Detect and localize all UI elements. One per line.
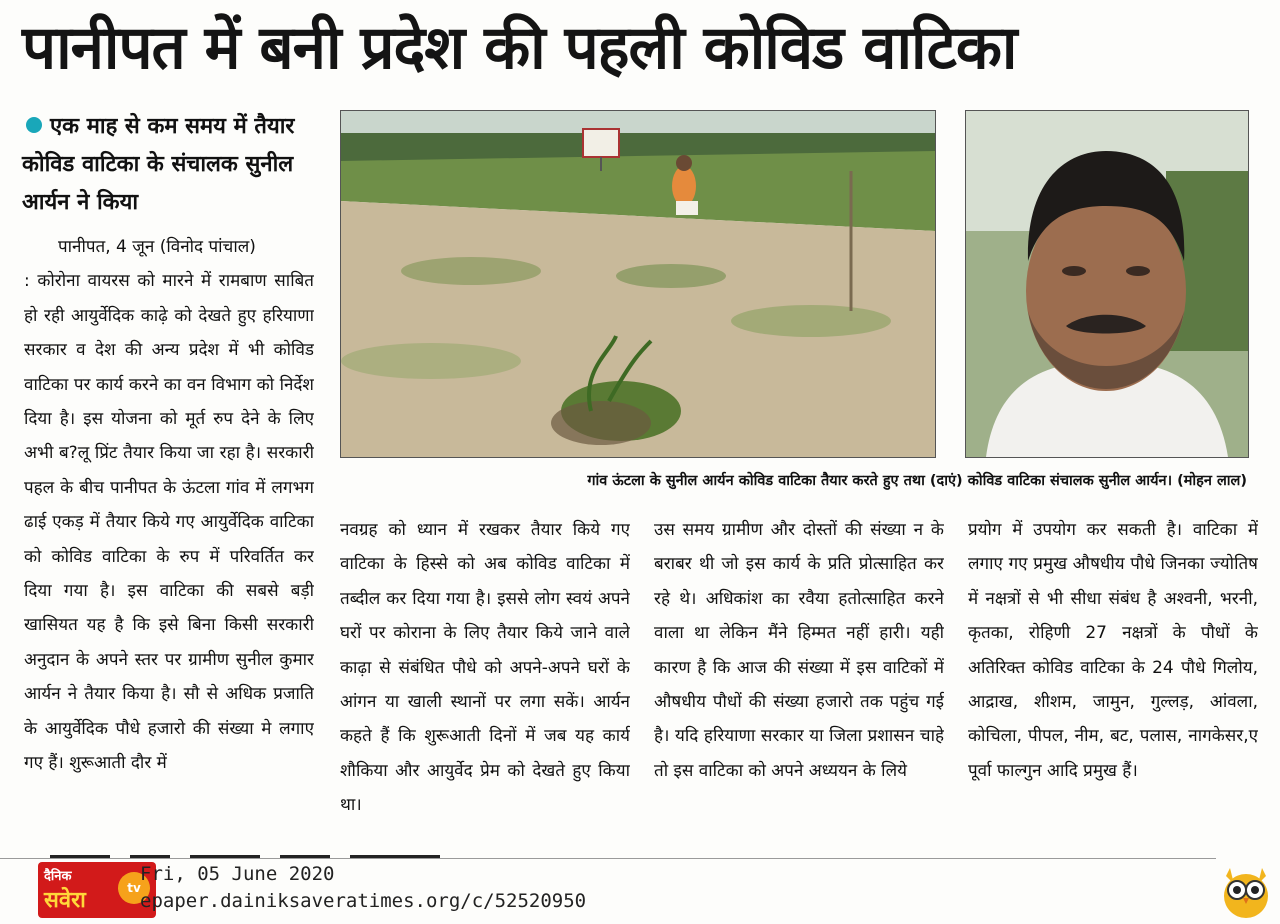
subheadline <box>22 108 322 222</box>
logo-line-2: सवेरा <box>44 888 86 913</box>
article-column-1 <box>24 230 314 830</box>
edition-date: Fri, 05 June 2020 <box>140 863 335 885</box>
owl-icon <box>1220 860 1272 920</box>
headline: पानीपत में बनी प्रदेश की पहली कोविड वाटिका <box>22 13 1017 83</box>
portrait-photo <box>965 110 1249 458</box>
newspaper-logo <box>38 862 156 918</box>
portrait-photo-image <box>966 111 1248 457</box>
subheadline-text: एक माह से कम समय में तैयार कोविड वाटिका के संचालक सुनील आर्यन ने किया <box>22 114 295 215</box>
cut-off-text-shape <box>40 849 460 858</box>
article-column-4: प्रयोग में उपयोग कर सकती है। वाटिका में लगाए गए प्रमुख औषधीय पौधे जिनका ज्योतिष में नक्षत्रों से भी सीधा संबंध है अश्वनी, भरनी, कृतका, रोहिणी 27 नक्षत्रों के पौधों के अतिरिक्त कोविड वाटिका के 24 पौधे गिलोय, आद्राख, शीशम, जामुन, गुल्लड़, आंवला, कोचिला, पीपल, नीम, बट, पलास, नागकेसर,ए पूर्वा फाल्गुन आदि प्रमुख हैं। <box>968 520 1258 781</box>
logo-tv-badge: tv <box>118 872 150 904</box>
article-column-3: उस समय ग्रामीण और दोस्तों की संख्या न के बराबर थी जो इस कार्य के प्रति प्रोत्साहित कर रहे थे। अधिकांश का रवैया हतोत्साहित करने वाला था लेकिन मैंने हिम्मत नहीं हारी। यही कारण है कि आज की संख्या में इस वाटिकों में औषधीय पौधों की संख्या हजारो तक पहुंच गई है। यदि हरियाणा सरकार या जिला प्रशासन चाहे तो इस वाटिका को अपने अध्ययन के लिये <box>654 520 944 781</box>
garden-photo-image <box>341 111 935 457</box>
column-1-text: : कोरोना वायरस को मारने में रामबाण साबित हो रही आयुर्वेदिक काढ़े को देखते हुए हरियाणा सरकार व देश की अन्य प्रदेश में भी कोविड वाटिका पर कार्य करने का वन विभाग को निर्देश दिया है। इस योजना को मूर्त रुप देने के लिए अभी ब?लू प्रिंट तैयार किया जा रहा है। सरकारी पहल के बीच पानीपत के ऊंटला गांव में लगभग ढाई एकड़ में तैयार किये गए आयुर्वेदिक वाटिका को कोविड वाटिका के रुप में परिवर्तित कर दिया गया है। इस वाटिका की सबसे बड़ी खासियत यह है कि इसे बिना किसी सरकारी अनुदान के अपने स्तर पर ग्रामीण सुनील कुमार आर्यन ने तैयार किया है। सौ से अधिक प्रजाति के आयुर्वेदिक पौधे हजारो की संख्या मे लगाए गए हैं। शुरूआती दौर में <box>24 271 314 774</box>
next-article-strip <box>40 846 460 858</box>
photo-caption: गांव ऊंटला के सुनील आर्यन कोविड वाटिका तैयार करते हुए तथा (दाएं) कोविड वाटिका संचालक सुनील आर्यन। (मोहन लाल) <box>587 473 1247 489</box>
garden-photo <box>340 110 936 458</box>
bullet-icon <box>26 117 42 133</box>
article-column-2: नवग्रह को ध्यान में रखकर तैयार किये गए वाटिका के हिस्से को अब कोविड वाटिका में तब्दील कर दिया गया है। इससे लोग स्वयं अपने घरों पर कोराना के लिए तैयार किये जाने वाले काढ़ा से संबंधित पौधे को अपने-अपने घरों के आंगन या खाली स्थानों पर लगा सकें। आर्यन कहते हैं कि शुरूआती दिनों में जब यह कार्य शौकिया और आयुर्वेद प्रेम को देखते हुए किया था। <box>340 520 630 816</box>
footer-divider <box>0 858 1216 859</box>
dateline: पानीपत, 4 जून (विनोद पांचाल) <box>58 237 256 257</box>
edition-url[interactable]: epaper.dainiksaveratimes.org/c/52520950 <box>140 890 587 912</box>
logo-line-1: दैनिक <box>44 869 72 884</box>
